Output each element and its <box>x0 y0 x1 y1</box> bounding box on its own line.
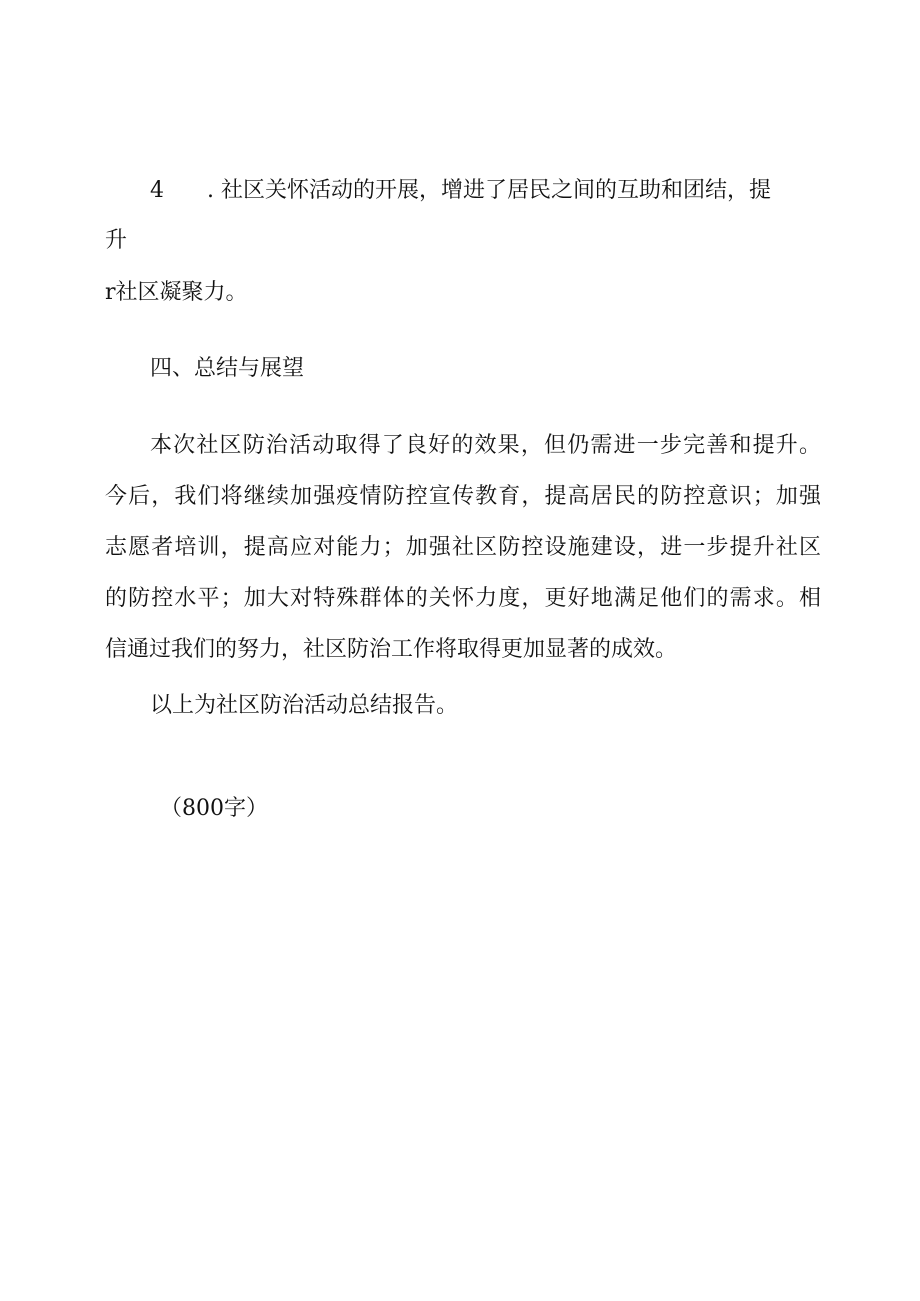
list-item-text-line-2: 升 <box>105 228 128 253</box>
list-item-text-line-3: r社区凝聚力。 <box>105 280 248 305</box>
list-item-text-line-1: . 社区关怀活动的开展，增进了居民之间的互助和团结，提 <box>207 178 771 203</box>
paragraph-line: 本次社区防治活动取得了良好的效果，但仍需进一步完善和提升。 <box>150 433 821 458</box>
section-heading: 四、总结与展望 <box>150 356 305 381</box>
paragraph-line: 信通过我们的努力，社区防治工作将取得更加显著的成效。 <box>105 637 678 662</box>
paragraph-line: 的防控水平；加大对特殊群体的关怀力度，更好地满足他们的需求。相 <box>105 586 821 611</box>
closing-statement: 以上为社区防治活动总结报告。 <box>150 693 459 718</box>
paragraph-line: 志愿者培训，提高应对能力；加强社区防控设施建设，进一步提升社区 <box>105 535 821 560</box>
list-item-number: 4 <box>150 178 164 203</box>
word-count: （800字） <box>160 796 268 821</box>
paragraph-line: 今后，我们将继续加强疫情防控宣传教育，提高居民的防控意识；加强 <box>105 484 821 509</box>
